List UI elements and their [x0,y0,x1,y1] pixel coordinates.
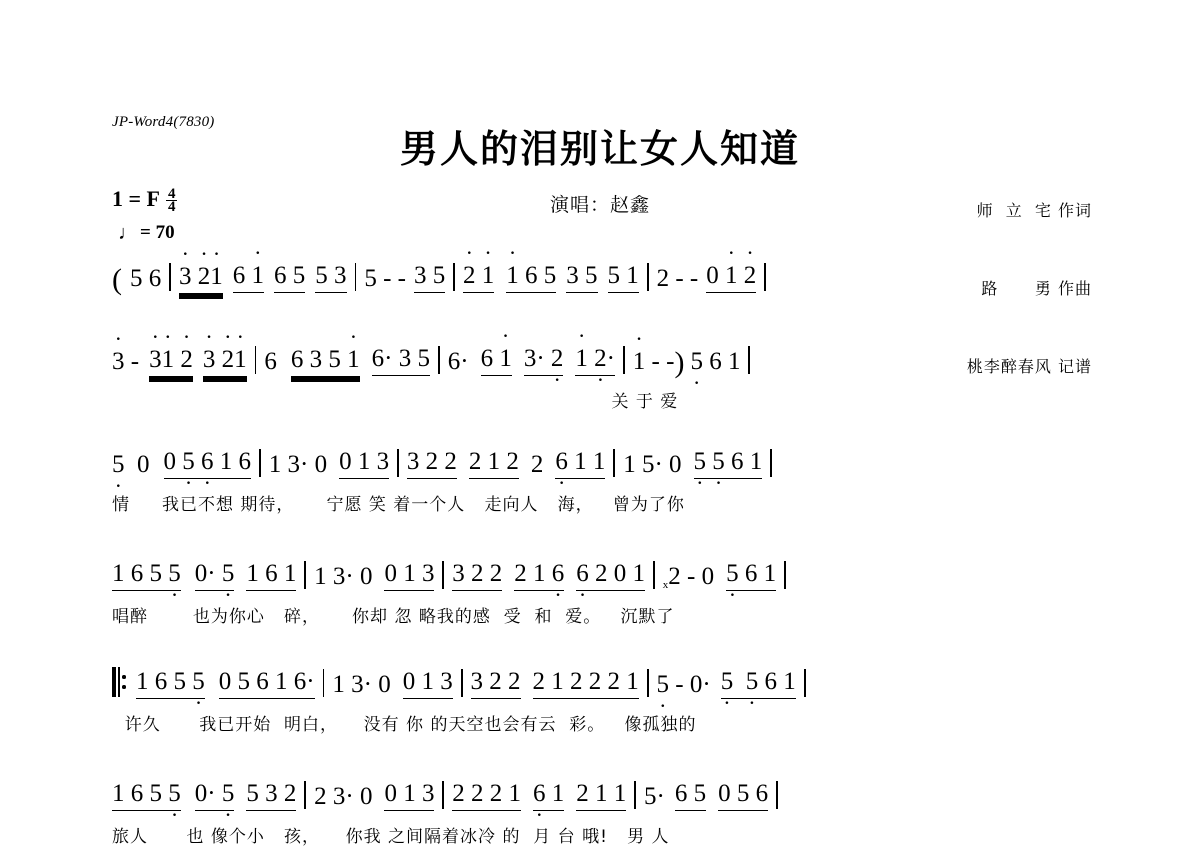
note-group: 5 · 6 1 [690,348,740,376]
note-group: 6 1 · [233,262,264,293]
note-group: 1 3· 0 [268,451,328,478]
note-group: 2 3· 0 [314,783,373,810]
note-group: 6 3 5 1 · [291,346,360,376]
note-group: 1 6 5 5 · [136,668,205,699]
barline [613,449,615,477]
note-group: 2 - - [656,265,699,292]
note-group: 2 1 6 · [514,560,564,591]
barline [304,561,306,589]
barline [323,669,325,697]
note-group: 1 · - - [633,348,675,376]
barline [634,781,636,809]
barline [770,449,772,477]
note-group: 2 1 2 2 2 1 [533,668,639,699]
staff-row-notes [112,448,1088,479]
intro-close-paren: ) [674,346,685,379]
note-group: 3 5 [414,262,445,293]
note-group: 0 1 3 [403,668,453,699]
time-signature-numerator: 4 [167,186,176,202]
note-group: 2 · 1 · [463,262,494,293]
barline [453,263,455,291]
note-group: 1 6 1 [246,560,296,591]
barline [442,781,444,809]
note-group: 2 1 2 [469,448,519,479]
barline [647,263,649,291]
note-group: 5 3 [315,262,346,293]
note-group: 5 · 0 [112,451,150,479]
note-group: 1 6 5 5 · [112,560,181,591]
barline [623,346,625,374]
repeat-start-barline [112,667,126,697]
note-group: 3 ·1 · 2 · [149,346,193,376]
staff-row-notes [112,560,1088,591]
note-group: 3· 2 · [524,345,564,376]
barline [259,449,261,477]
note-group: 0 5 6 [718,780,768,811]
note-group: 6 5 [274,262,305,293]
note-group: 6· [447,348,469,375]
note-group: 5· [644,783,665,810]
tempo-value: = 70 [140,222,175,243]
note-group: 3 · 2 ·1 · [203,346,247,376]
intro-open-paren: ( [112,263,122,296]
note-group: 2 - 0 [668,563,715,590]
note-group: 5 · 6 1 [726,560,776,591]
barline [304,781,306,809]
note-group: 5 - - [364,265,406,292]
note-group: 1 3· 0 [314,563,373,590]
note-group: 0 1 3 [384,780,434,811]
note-group: 0· 5 · [195,560,235,591]
barline [442,561,444,589]
staff-row-lyrics: 关 于 爱 [112,392,679,412]
note-group: 1 6 5 5 · [112,780,181,811]
note-group: 6· 3 5 [372,345,430,376]
credit-composer: 路 勇 作曲 [981,279,1092,298]
time-signature [166,188,178,213]
barline [438,346,440,374]
note-group: 0· 5 · [195,780,235,811]
note-group: 1 5· 0 [623,451,682,478]
barline [804,669,806,697]
note-group: 0 5 6 1 6· [219,668,315,699]
note-group: 5 1 [608,262,639,293]
note-group: 0 1 3 [339,448,389,479]
time-signature-denominator: 4 [167,199,176,215]
note-group: 6 · 1 [533,780,564,811]
note-group: 3 2 2 [407,448,457,479]
barline [255,346,257,374]
note-group: 3 5 [566,262,597,293]
note-group: 0 1 · 2 · [706,262,756,293]
credit-lyricist: 师 立 宅 作词 [976,201,1092,220]
note-group: 2 1 1 [576,780,626,811]
note-group: 1 · 2 ·· [575,345,615,376]
note-group: 5 · 5 · 6 1 [694,448,763,479]
barline [169,263,171,291]
staff-row-lyrics: 许久 我已开始 明白， 没有 你 的天空也会有云 彩。 像孤独的 [112,715,697,735]
staff-row-lyrics: 唱醉 也为你心 碎， 你却 忽 略我的感 受 和 爱。 沉默了 [112,607,675,627]
key-signature [112,186,177,215]
note-group: 6 5 [675,780,706,811]
staff-row-notes [112,345,1088,379]
barline [461,669,463,697]
segno-mark: x [662,579,669,591]
note-group: 6 1 · [481,345,512,376]
note-group: 0 5 · 6 · 1 6 [164,448,252,479]
quarter-note-icon: ♩ [118,222,138,244]
barline [748,346,750,374]
note-group: 3 · 2 ·1 · [179,263,223,293]
barline [764,263,766,291]
note-group: 5 · - 0· [657,671,711,699]
barline [784,561,786,589]
note-group: 1 3· 0 [332,671,391,698]
credit-transcriber: 桃李醉春风 记谱 [966,357,1092,376]
note-group: 3 2 2 [452,560,502,591]
key-label: 1 = F [112,186,160,211]
barline [355,263,357,291]
note-group: 1 · 6 5 [506,262,556,293]
note-group: 5 6 [130,265,162,292]
tempo-marking [118,222,175,244]
staff-row-lyrics: 情 我已不想 期待， 宁愿 笑 着一个人 走向人 海， 曾为了你 [112,495,685,515]
barline [397,449,399,477]
staff-row-notes [112,262,1088,296]
staff-row-notes [112,668,1088,699]
note-group: 2 2 2 1 [452,780,521,811]
page-title: 男人的泪别让女人知道 [399,127,800,171]
staff-row-notes [112,780,1088,811]
note-group: 2 [530,451,544,478]
note-group: 6 · 2 0 1 [576,560,645,591]
note-group: 6 · 1 1 [555,448,605,479]
note-group: 0 1 3 [384,560,434,591]
note-group: 5 3 2 [246,780,296,811]
staff-row-lyrics: 旅人 也 像个小 孩， 你我 之间隔着冰冷 的 月 台 哦! 男 人 [112,827,670,847]
barline [653,561,655,589]
note-group: 6 [264,348,277,375]
singer-label: 演唱：赵鑫 [549,194,650,216]
note-group: 3 2 2 [471,668,521,699]
barline [647,669,649,697]
note-group: 5 · 5 · 6 1 [721,668,796,699]
note-group: 3 · - [112,348,139,376]
document-id-label: JP-Word4(7830) [112,114,215,130]
barline [776,781,778,809]
